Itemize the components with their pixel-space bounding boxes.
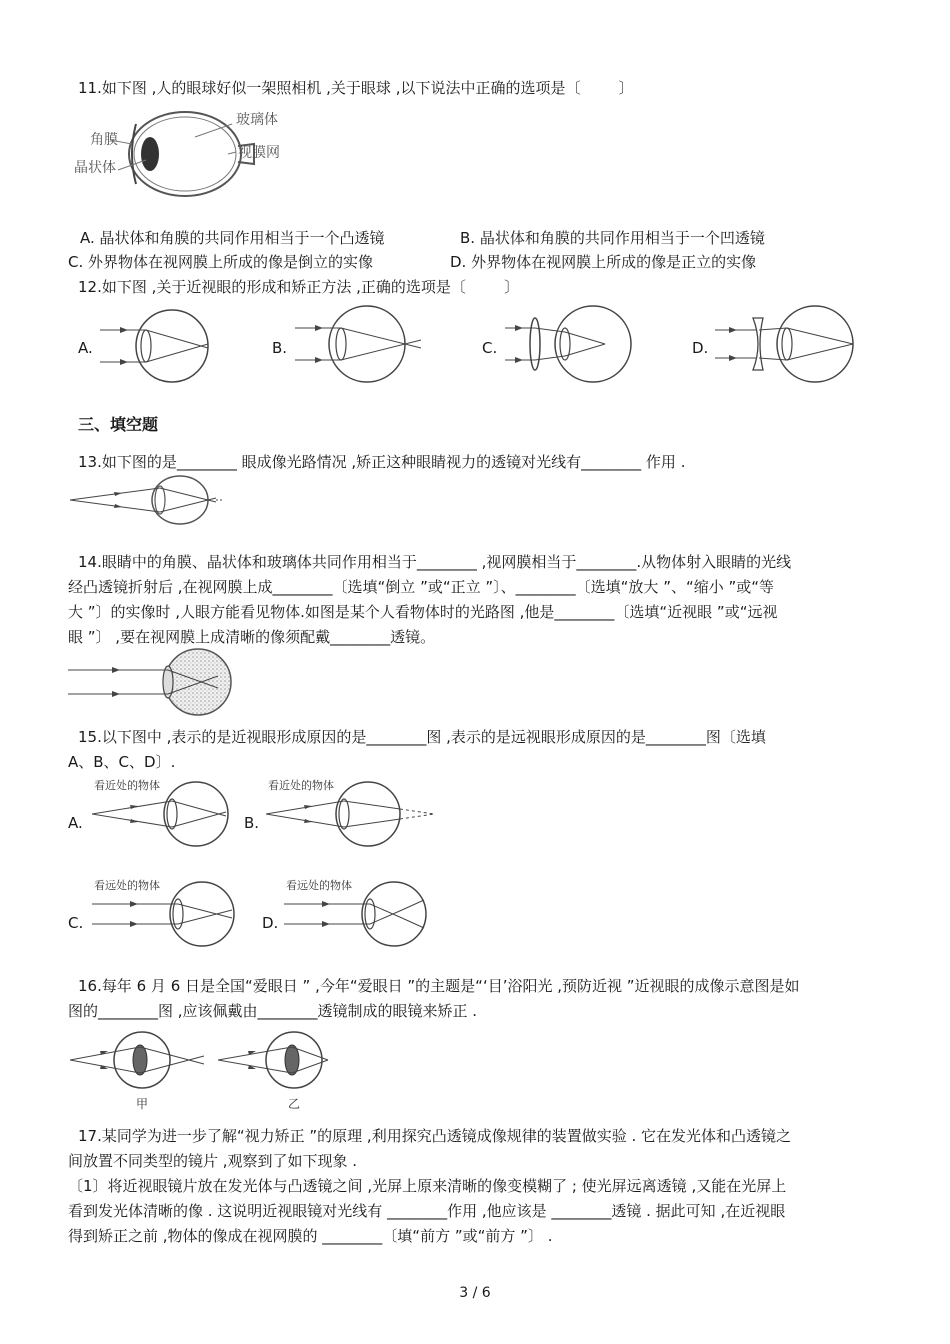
- eye-anatomy-figure: [70, 102, 300, 202]
- label-retina: 视膜网: [238, 145, 280, 161]
- q16-caption-yi: 乙: [288, 1097, 301, 1111]
- q15-figure-c: [92, 876, 242, 948]
- q15-caption-c: 看远处的物体: [94, 879, 160, 892]
- q15-label-c: C.: [68, 914, 84, 932]
- q12-label-c: C.: [482, 339, 498, 357]
- q16-caption-jia: 甲: [136, 1097, 149, 1111]
- q11-option-a: A. 晶状体和角膜的共同作用相当于一个凸透镜: [80, 229, 385, 247]
- q17-line-4: 看到发光体清晰的像 . 这说明近视眼镜对光线有 ________作用 ,他应该是 ________透镜 . 据此可知 ,在近视眼: [68, 1202, 786, 1220]
- q16-figure-jia: [70, 1030, 210, 1112]
- label-cornea: 角膜: [90, 132, 118, 148]
- q15-caption-a: 看近处的物体: [94, 779, 160, 792]
- q14-line-2: 经凸透镜折射后 ,在视网膜上成________〔选填“倒立 ”或“正立 ”〕、________〔选填“放大 ”、“缩小 ”或“等: [68, 578, 775, 596]
- q13-figure: [70, 475, 225, 525]
- q13-stem: 13.如下图的是________ 眼成像光路情况 ,矫正这种眼睛视力的透镜对光线有________ 作用 .: [78, 453, 686, 471]
- q17-line-5: 得到矫正之前 ,物体的像成在视网膜的 ________〔填“前方 ”或“前方 ”〕 .: [68, 1227, 553, 1245]
- q11-stem: 11.如下图 ,人的眼球好似一架照相机 ,关于眼球 ,以下说法中正确的选项是〔 〕: [78, 79, 634, 97]
- section-title: 三、填空题: [78, 415, 159, 434]
- q15-label-b: B.: [244, 814, 260, 832]
- label-lens: 晶状体: [74, 160, 116, 176]
- q15-label-d: D.: [262, 914, 279, 932]
- q15-line-1: 15.以下图中 ,表示的是近视眼形成原因的是________图 ,表示的是远视眼形成原因的是________图〔选填: [78, 728, 766, 746]
- q14-line-3: 大 ”〕的实像时 ,人眼方能看见物体.如图是某个人看物体时的光路图 ,他是________〔选填“近视眼 ”或“远视: [68, 603, 778, 621]
- q12-label-b: B.: [272, 339, 288, 357]
- q15-caption-b: 看近处的物体: [268, 779, 334, 792]
- q11-option-b: B. 晶状体和角膜的共同作用相当于一个凹透镜: [460, 229, 765, 247]
- label-vitreous: 玻璃体: [236, 112, 278, 128]
- q15-label-a: A.: [68, 814, 83, 832]
- page-number: 3 / 6: [459, 1285, 491, 1301]
- q15-caption-d: 看远处的物体: [286, 879, 352, 892]
- q12-figure-a: [100, 308, 215, 386]
- q12-figure-b: [295, 302, 425, 386]
- q14-line-1: 14.眼睛中的角膜、晶状体和玻璃体共同作用相当于________ ,视网膜相当于________.从物体射入眼睛的光线: [78, 553, 792, 571]
- q12-label-d: D.: [692, 339, 709, 357]
- q16-line-1: 16.每年 6 月 6 日是全国“爱眼日 ” ,今年“爱眼日 ”的主题是“‘目’浴阳光 ,预防近视 ”近视眼的成像示意图是如: [78, 977, 800, 995]
- q11-option-c: C. 外界物体在视网膜上所成的像是倒立的实像: [68, 253, 374, 271]
- q14-figure: [68, 648, 240, 716]
- q15-figure-b: [266, 776, 436, 848]
- q17-line-2: 间放置不同类型的镜片 ,观察到了如下现象 .: [68, 1152, 358, 1170]
- q12-label-a: A.: [78, 339, 93, 357]
- q15-line-2: A、B、C、D〕.: [68, 753, 176, 771]
- q14-line-4: 眼 ”〕 ,要在视网膜上成清晰的像须配戴________透镜。: [68, 628, 436, 646]
- q16-line-2: 图的________图 ,应该佩戴由________透镜制成的眼镜来矫正 .: [68, 1002, 478, 1020]
- q16-figure-yi: [218, 1030, 343, 1112]
- q15-figure-d: [284, 876, 434, 948]
- q17-line-3: 〔1〕将近视眼镜片放在发光体与凸透镜之间 ,光屏上原来清晰的像变模糊了 ; 使光屏远离透镜 ,又能在光屏上: [68, 1177, 787, 1195]
- q12-figure-d: [715, 302, 860, 386]
- q17-line-1: 17.某同学为进一步了解“视力矫正 ”的原理 ,利用探究凸透镜成像规律的装置做实验 . 它在发光体和凸透镜之: [78, 1127, 792, 1145]
- q12-figure-c: [505, 302, 635, 386]
- q12-stem: 12.如下图 ,关于近视眼的形成和矫正方法 ,正确的选项是〔 〕: [78, 278, 520, 296]
- q15-figure-a: [92, 776, 232, 848]
- q11-option-d: D. 外界物体在视网膜上所成的像是正立的实像: [450, 253, 757, 271]
